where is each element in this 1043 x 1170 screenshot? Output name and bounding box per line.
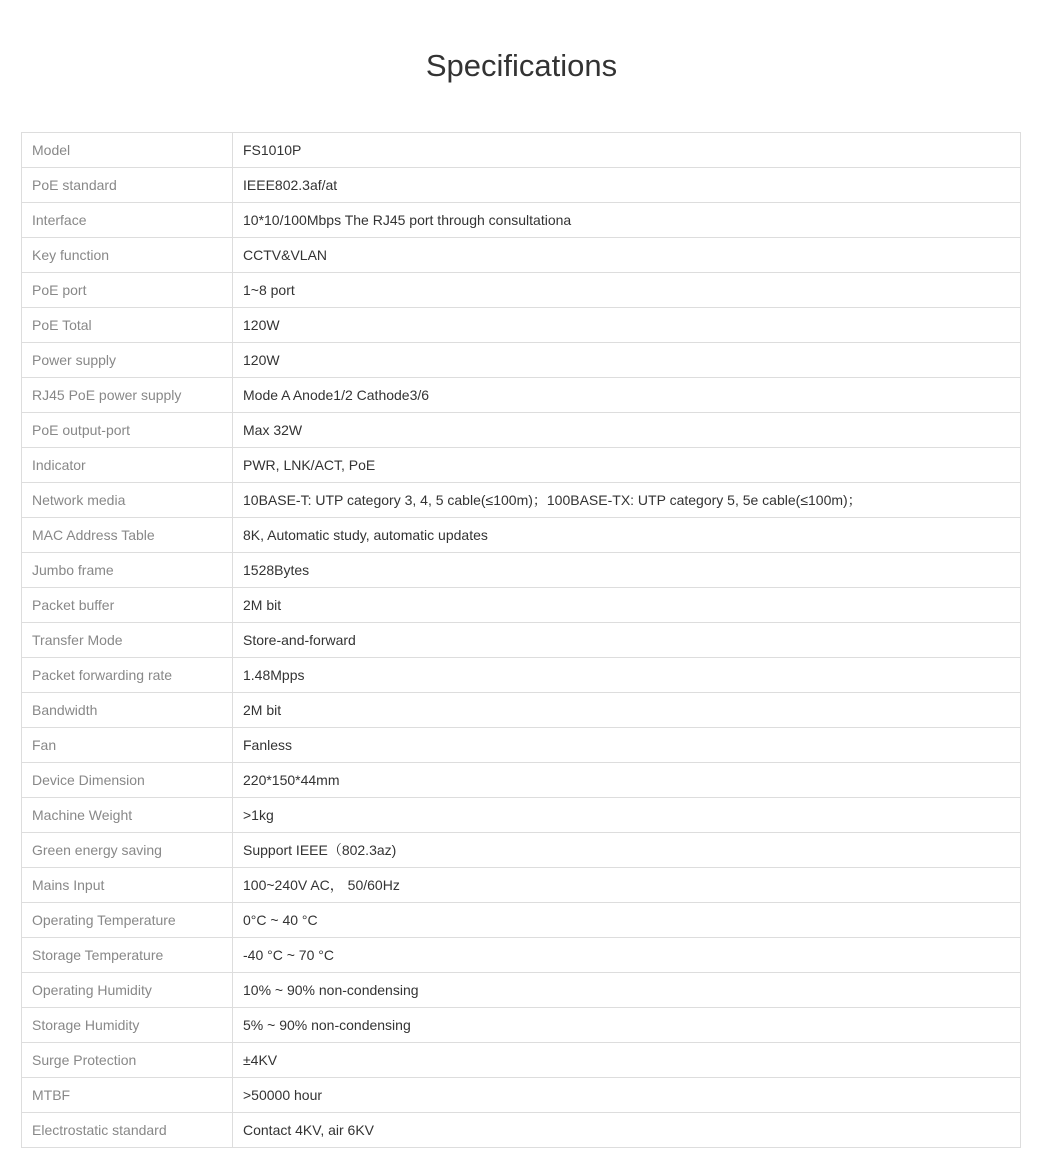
table-row: [22, 553, 1021, 588]
spec-value: PWR, LNK/ACT, PoE: [233, 448, 1021, 483]
spec-value: Contact 4KV, air 6KV: [233, 1113, 1021, 1148]
spec-value: 0°C ~ 40 °C: [233, 903, 1021, 938]
table-row: [22, 938, 1021, 973]
spec-label: PoE standard: [22, 168, 233, 203]
table-row: [22, 868, 1021, 903]
spec-label: Storage Temperature: [22, 938, 233, 973]
spec-value: 1~8 port: [233, 273, 1021, 308]
spec-value: Fanless: [233, 728, 1021, 763]
table-row: [22, 1043, 1021, 1078]
spec-value: FS1010P: [233, 133, 1021, 168]
spec-label: Key function: [22, 238, 233, 273]
spec-value: 2M bit: [233, 693, 1021, 728]
spec-value: 120W: [233, 308, 1021, 343]
table-row: [22, 763, 1021, 798]
spec-label: Electrostatic standard: [22, 1113, 233, 1148]
specifications-table: [21, 132, 1021, 1148]
spec-value: 1528Bytes: [233, 553, 1021, 588]
table-row: [22, 343, 1021, 378]
spec-value: 8K, Automatic study, automatic updates: [233, 518, 1021, 553]
spec-label: Packet buffer: [22, 588, 233, 623]
spec-label: PoE Total: [22, 308, 233, 343]
table-row: [22, 273, 1021, 308]
spec-label: Packet forwarding rate: [22, 658, 233, 693]
spec-label: MAC Address Table: [22, 518, 233, 553]
spec-label: Fan: [22, 728, 233, 763]
table-row: [22, 168, 1021, 203]
table-row: [22, 588, 1021, 623]
spec-label: Operating Humidity: [22, 973, 233, 1008]
table-row: [22, 133, 1021, 168]
spec-value: IEEE802.3af/at: [233, 168, 1021, 203]
spec-value: Store-and-forward: [233, 623, 1021, 658]
spec-label: Machine Weight: [22, 798, 233, 833]
spec-label: Transfer Mode: [22, 623, 233, 658]
spec-value: 5% ~ 90% non-condensing: [233, 1008, 1021, 1043]
table-row: [22, 693, 1021, 728]
spec-value: >1kg: [233, 798, 1021, 833]
spec-value: 10*10/100Mbps The RJ45 port through consultationa: [233, 203, 1021, 238]
table-row: [22, 658, 1021, 693]
table-row: [22, 903, 1021, 938]
spec-value: -40 °C ~ 70 °C: [233, 938, 1021, 973]
spec-value: 1.48Mpps: [233, 658, 1021, 693]
table-row: [22, 1113, 1021, 1148]
spec-value: 220*150*44mm: [233, 763, 1021, 798]
spec-value: Support IEEE（802.3az): [233, 833, 1021, 868]
spec-value: 2M bit: [233, 588, 1021, 623]
spec-label: Surge Protection: [22, 1043, 233, 1078]
table-row: [22, 448, 1021, 483]
table-row: [22, 203, 1021, 238]
spec-label: Green energy saving: [22, 833, 233, 868]
spec-label: Jumbo frame: [22, 553, 233, 588]
spec-label: Power supply: [22, 343, 233, 378]
spec-value: 120W: [233, 343, 1021, 378]
table-row: [22, 483, 1021, 518]
spec-label: Operating Temperature: [22, 903, 233, 938]
table-row: [22, 413, 1021, 448]
table-row: [22, 833, 1021, 868]
spec-value: Mode A Anode1/2 Cathode3/6: [233, 378, 1021, 413]
spec-label: Network media: [22, 483, 233, 518]
table-row: [22, 973, 1021, 1008]
spec-label: Interface: [22, 203, 233, 238]
spec-value: 10% ~ 90% non-condensing: [233, 973, 1021, 1008]
spec-value: >50000 hour: [233, 1078, 1021, 1113]
spec-label: PoE output-port: [22, 413, 233, 448]
spec-label: Mains Input: [22, 868, 233, 903]
page-title: Specifications: [425, 48, 618, 83]
spec-label: PoE port: [22, 273, 233, 308]
spec-value: CCTV&VLAN: [233, 238, 1021, 273]
spec-label: MTBF: [22, 1078, 233, 1113]
spec-label: Model: [22, 133, 233, 168]
spec-value: 100~240V AC， 50/60Hz: [233, 868, 1021, 903]
table-row: [22, 1008, 1021, 1043]
table-row: [22, 623, 1021, 658]
table-row: [22, 1078, 1021, 1113]
table-row: [22, 518, 1021, 553]
specifications-table-body: [22, 133, 1021, 1148]
spec-value: Max 32W: [233, 413, 1021, 448]
spec-label: Storage Humidity: [22, 1008, 233, 1043]
table-row: [22, 378, 1021, 413]
spec-label: Device Dimension: [22, 763, 233, 798]
table-row: [22, 308, 1021, 343]
table-row: [22, 238, 1021, 273]
table-row: [22, 728, 1021, 763]
spec-label: Indicator: [22, 448, 233, 483]
spec-value: ±4KV: [233, 1043, 1021, 1078]
spec-label: Bandwidth: [22, 693, 233, 728]
spec-label: RJ45 PoE power supply: [22, 378, 233, 413]
table-row: [22, 798, 1021, 833]
spec-value: 10BASE-T: UTP category 3, 4, 5 cable(≤100m)；100BASE-TX: UTP category 5, 5e cable(≤100m)；: [233, 483, 1021, 518]
